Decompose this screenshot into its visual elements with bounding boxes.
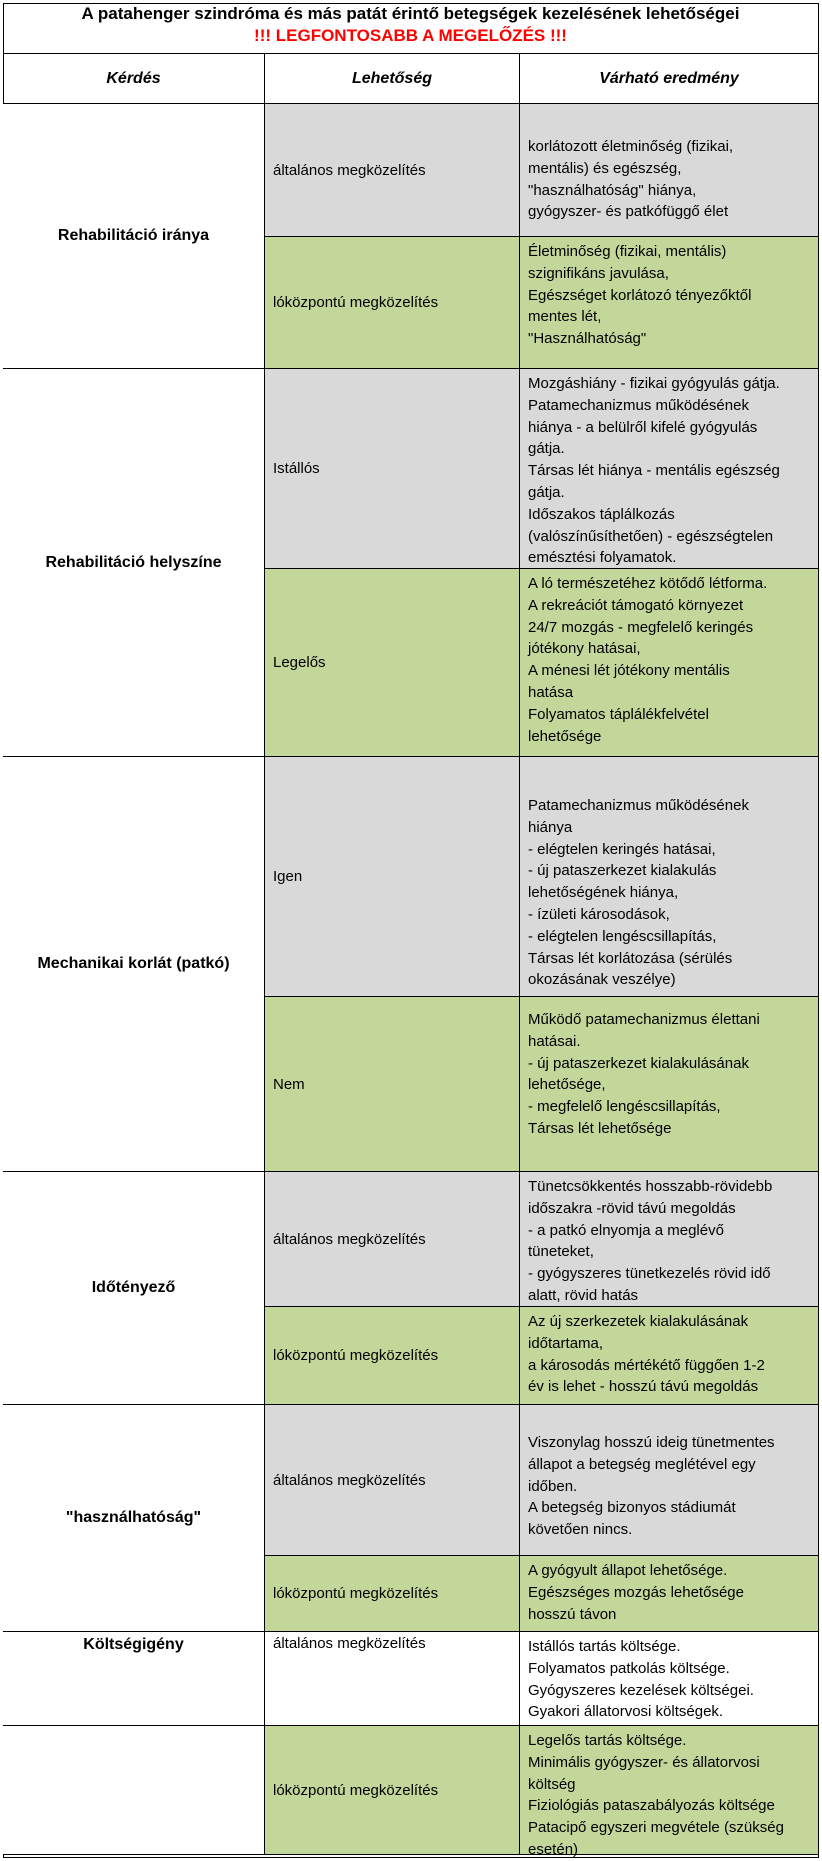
header-question: Kérdés (3, 54, 265, 104)
result-line: - elégtelen keringés hatásai, (528, 840, 716, 858)
result-line: hatása (528, 683, 574, 701)
result-cell (520, 757, 819, 997)
result-line: Patamechanizmus működésének (528, 396, 749, 414)
table-title: A patahenger szindróma és más patát érintő betegségek kezelésének lehetőségei (81, 4, 740, 23)
result-line: Patamechanizmus működésének (528, 797, 749, 814)
result-line: lehetősége, (528, 1076, 606, 1094)
result-cell (520, 369, 819, 569)
result-cell (520, 569, 819, 757)
option-cell: általános megközelítés (265, 1405, 520, 1556)
result-line: időszakra -rövid távú megoldás (528, 1199, 736, 1217)
result-cell (520, 1556, 819, 1632)
question-cell: Rehabilitáció helyszíne (3, 369, 265, 757)
result-line: - megfelelő lengéscsillapítás, (528, 1098, 721, 1116)
result-line: - új pataszerkezet kialakulásának (528, 1054, 749, 1072)
result-line: Fiziológiás pataszabályozás költsége (528, 1797, 775, 1815)
result-line: a károsodás mértékétő függően 1-2 (528, 1356, 765, 1374)
result-line: időtartama, (528, 1334, 604, 1352)
result-line: Egészséges mozgás lehetősége (528, 1583, 744, 1601)
result-line: gyógyszer- és patkófüggő élet (528, 203, 729, 221)
result-cell (520, 1726, 819, 1858)
result-line: gátja. (528, 440, 565, 458)
result-cell (520, 1632, 819, 1726)
result-line: hiánya - a belülről kifelé gyógyulás (528, 418, 758, 436)
result-line: Minimális gyógyszer- és állatorvosi (528, 1753, 760, 1771)
result-line: Egészséget korlátozó tényezőktől (528, 286, 752, 304)
title-cell (3, 3, 819, 54)
result-line: A rekreációt támogató környezet (528, 596, 744, 614)
option-cell: általános megközelítés (265, 1632, 520, 1726)
result-line: lehetősége (528, 727, 602, 745)
result-cell (520, 1307, 819, 1405)
result-line: jótékony hatásai, (528, 640, 641, 658)
option-cell: lóközpontú megközelítés (265, 1556, 520, 1632)
result-line: mentális) és egészség, (528, 159, 682, 177)
option-cell: lóközpontú megközelítés (265, 1307, 520, 1405)
prevention-emphasis: !!! LEGFONTOSABB A MEGELŐZÉS !!! (254, 26, 567, 45)
option-cell: általános megközelítés (265, 104, 520, 237)
result-line: (valószínűsíthetően) - egészségtelen (528, 527, 774, 545)
result-line: A betegség bizonyos stádiumát (528, 1499, 736, 1517)
result-line: év is lehet - hosszú távú megoldás (528, 1378, 759, 1396)
option-cell: általános megközelítés (265, 1172, 520, 1307)
result-line: Életminőség (fizikai, mentális) (528, 243, 727, 260)
header-option: Lehetőség (265, 54, 520, 104)
result-line: Folyamatos patkolás költsége. (528, 1659, 730, 1677)
result-line: esetén) (528, 1840, 579, 1858)
option-cell: Igen (265, 757, 520, 997)
result-line: Folyamatos táplálékfelvétel (528, 705, 709, 723)
result-line: Működő patamechanizmus élettani (528, 1011, 760, 1028)
result-line: - ízületi károsodások, (528, 905, 670, 923)
result-line: "Használhatóság" (528, 330, 647, 348)
result-line: - elégtelen lengéscsillapítás, (528, 927, 717, 945)
result-line: tüneteket, (528, 1243, 594, 1261)
result-line: Társas lét korlátozása (sérülés (528, 949, 733, 967)
result-line: hiánya (528, 818, 573, 836)
result-line: állapot a betegség meglétével egy (528, 1455, 756, 1473)
result-cell (520, 1172, 819, 1307)
result-line: követően nincs. (528, 1521, 633, 1539)
result-line: - új pataszerkezet kialakulás (528, 862, 717, 880)
header-result: Várható eredmény (520, 54, 819, 104)
result-line: emésztési folyamatok. (528, 549, 677, 567)
option-cell: Istállós (265, 369, 520, 569)
result-line: Legelős tartás költsége. (528, 1732, 687, 1749)
result-line: A gyógyult állapot lehetősége. (528, 1562, 728, 1579)
option-cell: lóközpontú megközelítés (265, 237, 520, 369)
result-line: Időszakos táplálkozás (528, 505, 675, 523)
result-line: Társas lét lehetősége (528, 1119, 672, 1137)
result-line: - gyógyszeres tünetkezelés rövid idő (528, 1265, 771, 1283)
result-line: Mozgáshiány - fizikai gyógyulás gátja. (528, 375, 780, 392)
option-cell: Nem (265, 997, 520, 1172)
question-cell: Mechanikai korlát (patkó) (3, 757, 265, 1172)
result-line: gátja. (528, 483, 565, 501)
result-line: A ló természetéhez kötődő létforma. (528, 575, 768, 592)
option-cell: lóközpontú megközelítés (265, 1726, 520, 1855)
question-cell: Költségigény (3, 1632, 265, 1726)
result-line: időben. (528, 1477, 578, 1495)
result-line: alatt, rövid hatás (528, 1286, 639, 1304)
result-line: szignifikáns javulása, (528, 264, 669, 282)
result-line: Viszonylag hosszú ideig tünetmentes (528, 1434, 775, 1451)
question-cell: "használhatóság" (3, 1405, 265, 1632)
result-line: költség (528, 1775, 576, 1793)
result-cell (520, 1405, 819, 1556)
result-line: Gyógyszeres kezelések költségei. (528, 1681, 754, 1699)
result-cell (520, 237, 819, 369)
result-line: - a patkó elnyomja a meglévő (528, 1221, 724, 1239)
option-cell: Legelős (265, 569, 520, 757)
result-line: "használhatóság" hiánya, (528, 181, 697, 199)
result-line: A ménesi lét jótékony mentális (528, 662, 730, 680)
result-cell (520, 997, 819, 1172)
result-line: mentes lét, (528, 308, 602, 326)
result-line: Tünetcsökkentés hosszabb-rövidebb (528, 1178, 773, 1195)
question-cell: Időtényező (3, 1172, 265, 1405)
result-line: hatásai. (528, 1032, 581, 1050)
result-line: Az új szerkezetek kialakulásának (528, 1313, 749, 1330)
result-line: okozásának veszélye) (528, 971, 676, 989)
question-cell: Rehabilitáció iránya (3, 104, 265, 369)
result-line: Istállós tartás költsége. (528, 1638, 681, 1655)
empty-question-cell (3, 1726, 265, 1855)
result-line: Patacipő egyszeri megvétele (szükség (528, 1819, 784, 1837)
result-line: Gyakori állatorvosi költségek. (528, 1703, 724, 1721)
result-line: lehetőségének hiánya, (528, 884, 679, 902)
result-line: hosszú távon (528, 1605, 617, 1623)
result-line: Társas lét hiánya - mentális egészség (528, 462, 780, 480)
result-line: 24/7 mozgás - megfelelő keringés (528, 618, 754, 636)
result-cell (520, 104, 819, 237)
result-line: korlátozott életminőség (fizikai, (528, 138, 734, 155)
